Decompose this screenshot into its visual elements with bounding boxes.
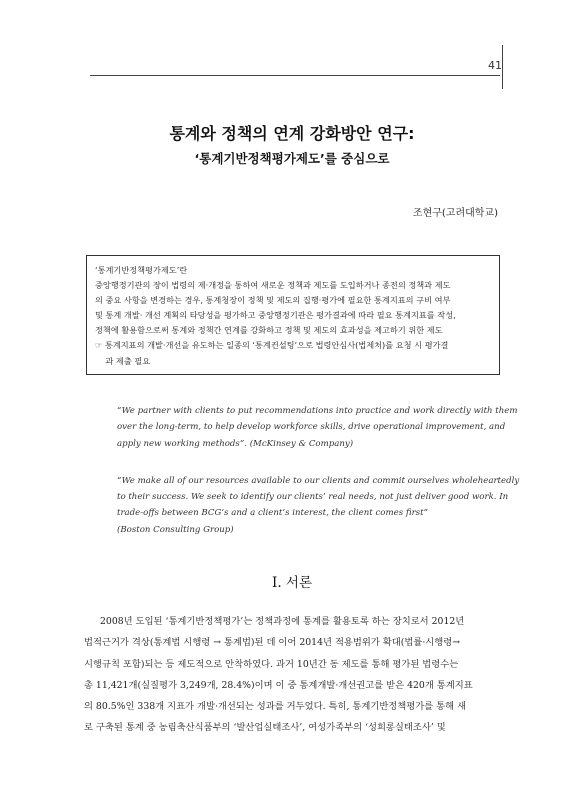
quote-line: (Boston Consulting Group) bbox=[117, 524, 234, 535]
section-heading: I. 서론 bbox=[272, 575, 312, 591]
box-line: 의 중요 사항을 변경하는 경우, 통계청장이 정책 및 제도의 집행·평가에 필요한 통계지표의 구비 여부 bbox=[95, 295, 451, 306]
paper-subtitle: ‘통계기반정책평가제도’를 중심으로 bbox=[194, 151, 390, 166]
body-line: 2008년 도입된 ‘통계기반정책평가’는 정책과정에 통계를 활용토록 하는 장치로서 2012년 bbox=[100, 616, 465, 627]
body-line: 총 11,421개(실질평가 3,249개, 28.4%)이며 이 중 통계개발·개선권고를 받은 420개 통계지표 bbox=[84, 679, 473, 691]
author: 조현구(고려대학교) bbox=[412, 208, 498, 219]
box-line: 중앙행정기관의 장이 법령의 제·개정을 통하여 새로운 정책과 제도를 도입하거나 종전의 정책과 제도 bbox=[95, 280, 451, 291]
paper-title: 통계와 정책의 연계 강화방안 연구: bbox=[169, 124, 415, 143]
box-line: ‘통계기반정책평가제도’란 bbox=[95, 265, 188, 275]
page-number: 41 bbox=[488, 59, 502, 72]
body-line: 로 구축된 통계 중 농림축산식품부의 ‘발산업실태조사’, 여성가족부의 ‘성희롱실태조사’ 및 bbox=[84, 722, 446, 734]
definition-box bbox=[86, 255, 500, 375]
epigraph-quotes bbox=[117, 403, 520, 538]
quote-mckinsey bbox=[117, 403, 518, 452]
quote-line: apply new working methods”. (McKinsey & Company) bbox=[117, 438, 354, 449]
body-line: 시행규칙 포함)되는 등 제도적으로 안착하였다. 과거 10년간 동 제도를 통해 평가된 법령수는 bbox=[84, 658, 459, 670]
quote-spacer bbox=[117, 452, 497, 473]
body-line: 의 80.5%인 338개 지표가 개발·개선되는 성과를 거두었다. 특히, 통계기반정책평가를 통해 새 bbox=[84, 701, 467, 713]
quote-line: “We partner with clients to put recommendations into practice and work directly with them bbox=[117, 406, 518, 416]
quote-line: over the long-term, to help develop workforce skills, drive operational improvement, and bbox=[117, 422, 506, 433]
box-line: 정책에 활용함으로써 통계와 정책간 연계를 강화하고 정책 및 제도의 효과성을 제고하기 위한 제도 bbox=[95, 325, 443, 336]
quote-line: “We make all of our resources available to our clients and commit ourselves wholeheartedly bbox=[117, 475, 520, 486]
box-line: ☞ 통계지표의 개발·개선을 유도하는 일종의 ‘통계컨설팅’으로 법령안심사(법제처)를 요청 시 평가결 bbox=[95, 340, 449, 351]
header-rule bbox=[90, 75, 500, 76]
box-line: 과 제출 필요 bbox=[95, 355, 151, 366]
quote-bcg bbox=[117, 473, 520, 538]
quote-line: to their success. We seek to identify our clients’ real needs, not just deliver good work. In bbox=[117, 492, 509, 503]
header-vertical-rule bbox=[502, 45, 503, 89]
body-line: 법적근거가 격상(통계법 시행령 → 통계법)된 데 이어 2014년 적용범위가 확대(법률·시행령→ bbox=[84, 637, 461, 649]
quote-line: trade-offs between BCG’s and a client’s interest, the client comes first” bbox=[117, 508, 428, 519]
box-line: 및 통계 개발· 개선 계획의 타당성을 평가하고 중앙행정기관은 평가결과에 따라 필요 통계지표를 작성, bbox=[95, 310, 456, 321]
body-text bbox=[84, 611, 504, 739]
